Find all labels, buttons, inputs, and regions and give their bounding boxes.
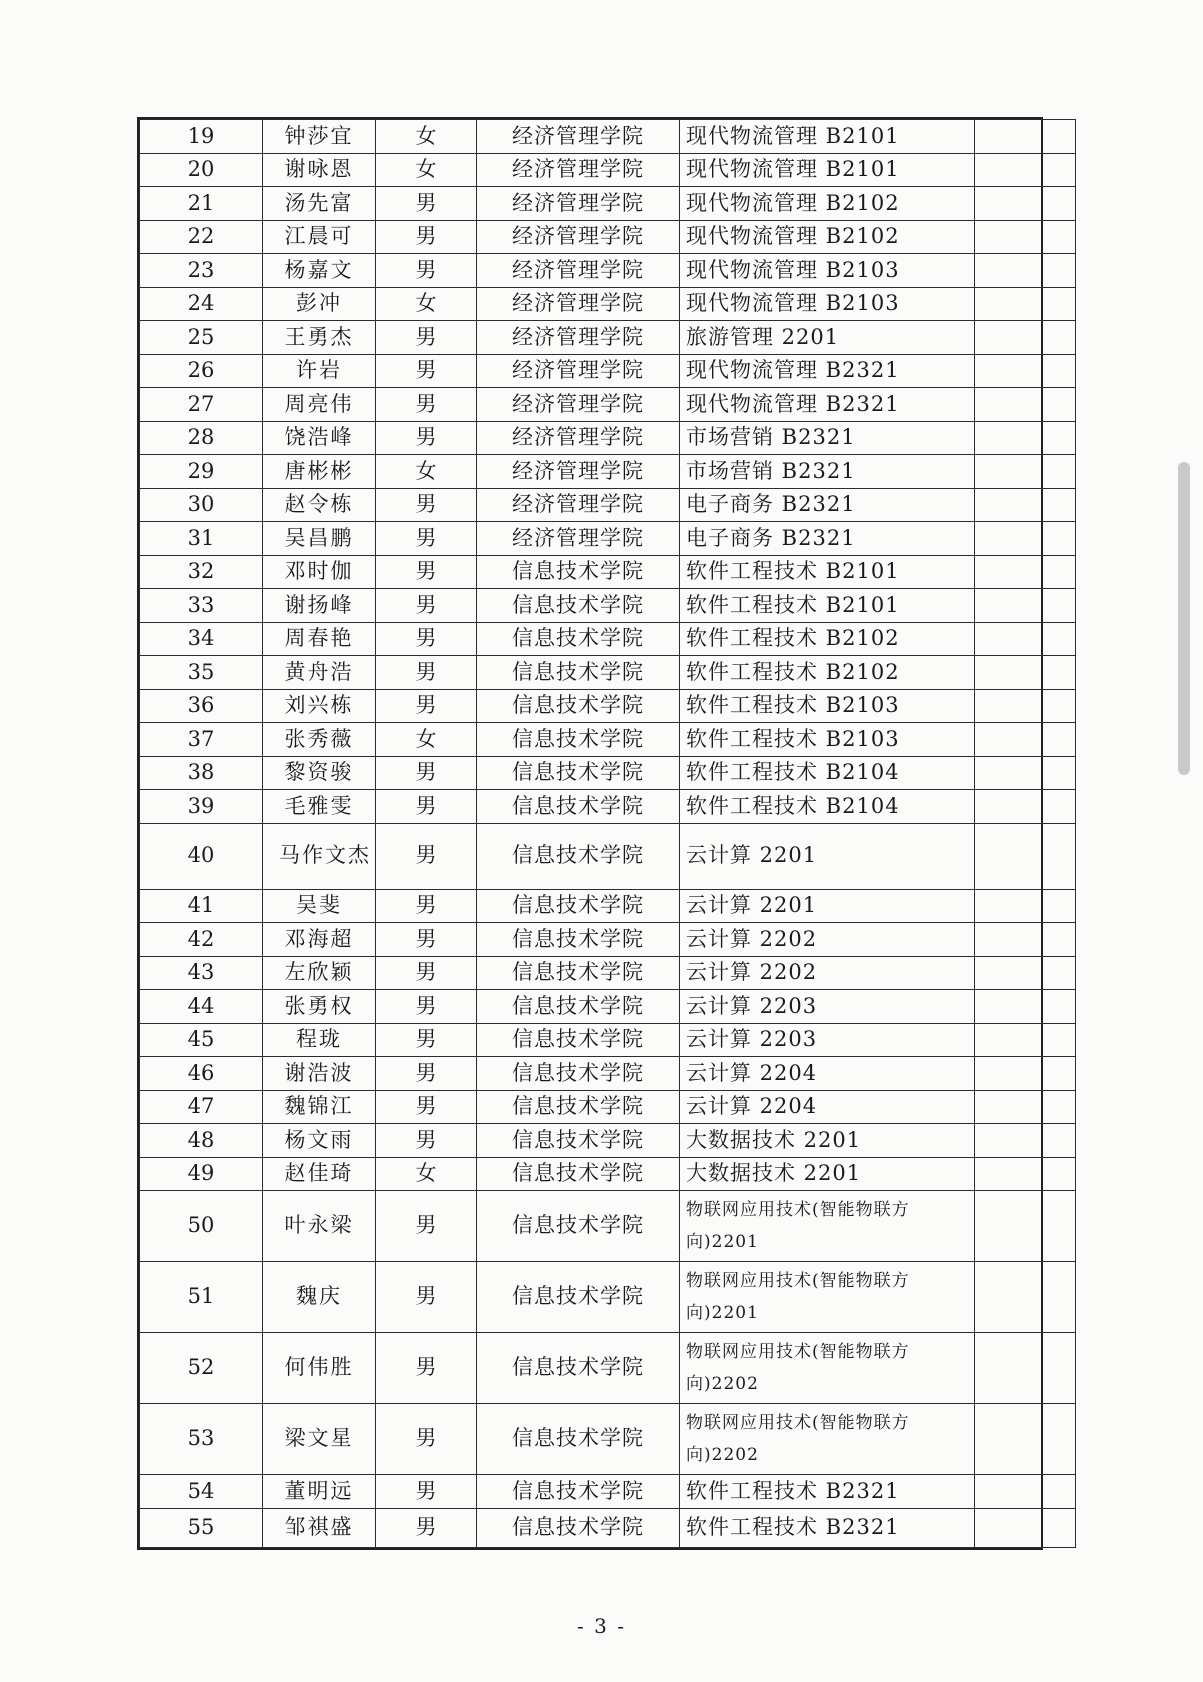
student-sex: 男 <box>376 689 477 723</box>
student-name: 汤先富 <box>263 187 376 221</box>
student-name: 钟莎宜 <box>263 120 376 154</box>
empty-cell <box>975 1157 1076 1191</box>
row-number: 50 <box>140 1191 263 1262</box>
student-major: 软件工程技术 B2101 <box>680 555 975 589</box>
table-row <box>140 488 1076 522</box>
student-college: 经济管理学院 <box>477 388 680 422</box>
table-row <box>140 956 1076 990</box>
student-major: 物联网应用技术(智能物联方向)2202 <box>680 1404 975 1475</box>
empty-cell <box>975 723 1076 757</box>
student-major: 软件工程技术 B2103 <box>680 723 975 757</box>
empty-cell <box>975 1262 1076 1333</box>
student-college: 经济管理学院 <box>477 220 680 254</box>
student-sex: 男 <box>376 555 477 589</box>
student-name: 杨文雨 <box>263 1124 376 1158</box>
student-college: 信息技术学院 <box>477 790 680 824</box>
student-name: 毛雅雯 <box>263 790 376 824</box>
student-college: 经济管理学院 <box>477 153 680 187</box>
student-major: 云计算 2201 <box>680 823 975 889</box>
roster-table <box>139 119 1076 1548</box>
student-college: 经济管理学院 <box>477 421 680 455</box>
student-sex: 男 <box>376 622 477 656</box>
row-number: 45 <box>140 1023 263 1057</box>
student-name: 刘兴栋 <box>263 689 376 723</box>
student-major: 物联网应用技术(智能物联方向)2201 <box>680 1191 975 1262</box>
student-college: 信息技术学院 <box>477 555 680 589</box>
row-number: 41 <box>140 889 263 923</box>
student-sex: 男 <box>376 1090 477 1124</box>
row-number: 22 <box>140 220 263 254</box>
student-major: 云计算 2203 <box>680 990 975 1024</box>
table-row <box>140 1090 1076 1124</box>
table-row <box>140 889 1076 923</box>
student-major: 市场营销 B2321 <box>680 421 975 455</box>
student-major: 现代物流管理 B2102 <box>680 220 975 254</box>
student-college: 经济管理学院 <box>477 187 680 221</box>
student-sex: 男 <box>376 522 477 556</box>
student-sex: 男 <box>376 1475 477 1509</box>
row-number: 43 <box>140 956 263 990</box>
student-college: 信息技术学院 <box>477 1333 680 1404</box>
student-name: 魏庆 <box>263 1262 376 1333</box>
empty-cell <box>975 220 1076 254</box>
row-number: 35 <box>140 656 263 690</box>
student-sex: 男 <box>376 354 477 388</box>
empty-cell <box>975 1404 1076 1475</box>
row-number: 29 <box>140 455 263 489</box>
student-sex: 男 <box>376 790 477 824</box>
student-name: 黄舟浩 <box>263 656 376 690</box>
table-row <box>140 555 1076 589</box>
student-sex: 男 <box>376 1023 477 1057</box>
table-row <box>140 1404 1076 1475</box>
student-name: 杨嘉文 <box>263 254 376 288</box>
student-name: 谢咏恩 <box>263 153 376 187</box>
row-number: 26 <box>140 354 263 388</box>
student-major: 软件工程技术 B2103 <box>680 689 975 723</box>
empty-cell <box>975 1124 1076 1158</box>
row-number: 21 <box>140 187 263 221</box>
row-number: 23 <box>140 254 263 288</box>
row-number: 40 <box>140 823 263 889</box>
student-major: 软件工程技术 B2101 <box>680 589 975 623</box>
empty-cell <box>975 923 1076 957</box>
student-major: 软件工程技术 B2102 <box>680 656 975 690</box>
empty-cell <box>975 823 1076 889</box>
student-sex: 女 <box>376 1157 477 1191</box>
empty-cell <box>975 287 1076 321</box>
row-number: 38 <box>140 756 263 790</box>
student-sex: 男 <box>376 1333 477 1404</box>
student-sex: 男 <box>376 187 477 221</box>
student-sex: 女 <box>376 287 477 321</box>
row-number: 31 <box>140 522 263 556</box>
empty-cell <box>975 956 1076 990</box>
student-college: 信息技术学院 <box>477 1508 680 1547</box>
student-college: 经济管理学院 <box>477 488 680 522</box>
table-row <box>140 689 1076 723</box>
table-row <box>140 990 1076 1024</box>
student-name: 王勇杰 <box>263 321 376 355</box>
student-name: 黎资骏 <box>263 756 376 790</box>
student-major: 物联网应用技术(智能物联方向)2201 <box>680 1262 975 1333</box>
empty-cell <box>975 187 1076 221</box>
student-name: 魏锦江 <box>263 1090 376 1124</box>
empty-cell <box>975 421 1076 455</box>
student-name: 周亮伟 <box>263 388 376 422</box>
student-sex: 男 <box>376 321 477 355</box>
student-name: 赵佳琦 <box>263 1157 376 1191</box>
student-sex: 男 <box>376 589 477 623</box>
table-row <box>140 723 1076 757</box>
table-row <box>140 1475 1076 1509</box>
student-major: 软件工程技术 B2321 <box>680 1508 975 1547</box>
table-row <box>140 1057 1076 1091</box>
student-college: 信息技术学院 <box>477 1404 680 1475</box>
student-college: 信息技术学院 <box>477 1124 680 1158</box>
student-sex: 男 <box>376 1057 477 1091</box>
student-sex: 男 <box>376 388 477 422</box>
student-major: 软件工程技术 B2102 <box>680 622 975 656</box>
table-row <box>140 220 1076 254</box>
row-number: 39 <box>140 790 263 824</box>
student-sex: 男 <box>376 488 477 522</box>
scrollbar[interactable] <box>1178 462 1190 775</box>
student-name: 许岩 <box>263 354 376 388</box>
student-major: 软件工程技术 B2104 <box>680 756 975 790</box>
row-number: 24 <box>140 287 263 321</box>
table-row <box>140 388 1076 422</box>
empty-cell <box>975 1475 1076 1509</box>
student-major: 现代物流管理 B2321 <box>680 354 975 388</box>
row-number: 48 <box>140 1124 263 1158</box>
empty-cell <box>975 689 1076 723</box>
student-college: 信息技术学院 <box>477 689 680 723</box>
student-major: 软件工程技术 B2321 <box>680 1475 975 1509</box>
student-college: 经济管理学院 <box>477 287 680 321</box>
row-number: 51 <box>140 1262 263 1333</box>
row-number: 53 <box>140 1404 263 1475</box>
student-name: 谢浩波 <box>263 1057 376 1091</box>
table-row <box>140 354 1076 388</box>
row-number: 42 <box>140 923 263 957</box>
empty-cell <box>975 622 1076 656</box>
student-college: 信息技术学院 <box>477 756 680 790</box>
student-name: 彭冲 <box>263 287 376 321</box>
table-row <box>140 923 1076 957</box>
student-sex: 男 <box>376 254 477 288</box>
student-sex: 女 <box>376 153 477 187</box>
student-sex: 男 <box>376 990 477 1024</box>
row-number: 19 <box>140 120 263 154</box>
student-college: 信息技术学院 <box>477 1157 680 1191</box>
student-major: 云计算 2201 <box>680 889 975 923</box>
student-sex: 男 <box>376 956 477 990</box>
student-sex: 男 <box>376 421 477 455</box>
table-row <box>140 1508 1076 1547</box>
student-major: 云计算 2202 <box>680 923 975 957</box>
student-name: 唐彬彬 <box>263 455 376 489</box>
student-name: 邹祺盛 <box>263 1508 376 1547</box>
student-college: 信息技术学院 <box>477 1057 680 1091</box>
empty-cell <box>975 321 1076 355</box>
empty-cell <box>975 1090 1076 1124</box>
empty-cell <box>975 1057 1076 1091</box>
student-name: 董明远 <box>263 1475 376 1509</box>
student-major: 物联网应用技术(智能物联方向)2202 <box>680 1333 975 1404</box>
student-college: 信息技术学院 <box>477 923 680 957</box>
student-college: 经济管理学院 <box>477 522 680 556</box>
student-name: 江晨可 <box>263 220 376 254</box>
table-row <box>140 1023 1076 1057</box>
empty-cell <box>975 656 1076 690</box>
student-college: 信息技术学院 <box>477 656 680 690</box>
empty-cell <box>975 120 1076 154</box>
student-major: 电子商务 B2321 <box>680 522 975 556</box>
student-college: 信息技术学院 <box>477 1191 680 1262</box>
student-major: 现代物流管理 B2101 <box>680 153 975 187</box>
table-row <box>140 790 1076 824</box>
table-row <box>140 153 1076 187</box>
student-name: 左欣颖 <box>263 956 376 990</box>
student-name: 梁文星 <box>263 1404 376 1475</box>
student-major: 云计算 2203 <box>680 1023 975 1057</box>
student-major: 大数据技术 2201 <box>680 1124 975 1158</box>
empty-cell <box>975 589 1076 623</box>
student-sex: 男 <box>376 656 477 690</box>
empty-cell <box>975 1333 1076 1404</box>
student-college: 信息技术学院 <box>477 1262 680 1333</box>
table-row <box>140 823 1076 889</box>
table-row <box>140 455 1076 489</box>
empty-cell <box>975 1023 1076 1057</box>
student-college: 信息技术学院 <box>477 823 680 889</box>
table-row <box>140 287 1076 321</box>
row-number: 49 <box>140 1157 263 1191</box>
student-college: 信息技术学院 <box>477 889 680 923</box>
student-name: 赵令栋 <box>263 488 376 522</box>
student-college: 经济管理学院 <box>477 321 680 355</box>
row-number: 55 <box>140 1508 263 1547</box>
student-major: 现代物流管理 B2103 <box>680 254 975 288</box>
student-sex: 男 <box>376 1124 477 1158</box>
student-major: 市场营销 B2321 <box>680 455 975 489</box>
student-college: 经济管理学院 <box>477 254 680 288</box>
student-college: 经济管理学院 <box>477 120 680 154</box>
student-major: 云计算 2204 <box>680 1057 975 1091</box>
table-row <box>140 254 1076 288</box>
empty-cell <box>975 388 1076 422</box>
row-number: 34 <box>140 622 263 656</box>
student-name: 饶浩峰 <box>263 421 376 455</box>
student-major: 电子商务 B2321 <box>680 488 975 522</box>
empty-cell <box>975 990 1076 1024</box>
student-major: 旅游管理 2201 <box>680 321 975 355</box>
page-number: - 3 - <box>577 1614 626 1638</box>
empty-cell <box>975 153 1076 187</box>
student-sex: 女 <box>376 455 477 489</box>
student-major: 现代物流管理 B2101 <box>680 120 975 154</box>
row-number: 44 <box>140 990 263 1024</box>
student-sex: 男 <box>376 1191 477 1262</box>
student-major: 软件工程技术 B2104 <box>680 790 975 824</box>
student-name: 谢扬峰 <box>263 589 376 623</box>
student-sex: 男 <box>376 823 477 889</box>
empty-cell <box>975 1191 1076 1262</box>
empty-cell <box>975 790 1076 824</box>
student-name: 吴斐 <box>263 889 376 923</box>
empty-cell <box>975 756 1076 790</box>
empty-cell <box>975 488 1076 522</box>
student-name: 吴昌鹏 <box>263 522 376 556</box>
student-major: 云计算 2202 <box>680 956 975 990</box>
student-college: 信息技术学院 <box>477 956 680 990</box>
student-major: 现代物流管理 B2321 <box>680 388 975 422</box>
student-major: 大数据技术 2201 <box>680 1157 975 1191</box>
student-college: 信息技术学院 <box>477 1023 680 1057</box>
student-major: 现代物流管理 B2103 <box>680 287 975 321</box>
empty-cell <box>975 555 1076 589</box>
table-row <box>140 1333 1076 1404</box>
row-number: 32 <box>140 555 263 589</box>
table-row <box>140 1157 1076 1191</box>
row-number: 52 <box>140 1333 263 1404</box>
student-name: 张勇权 <box>263 990 376 1024</box>
student-college: 经济管理学院 <box>477 455 680 489</box>
row-number: 37 <box>140 723 263 757</box>
student-college: 信息技术学院 <box>477 1475 680 1509</box>
row-number: 27 <box>140 388 263 422</box>
student-college: 信息技术学院 <box>477 622 680 656</box>
empty-cell <box>975 889 1076 923</box>
table-row <box>140 1191 1076 1262</box>
table-row <box>140 321 1076 355</box>
student-name: 程珑 <box>263 1023 376 1057</box>
student-college: 信息技术学院 <box>477 990 680 1024</box>
table-row <box>140 120 1076 154</box>
student-sex: 女 <box>376 723 477 757</box>
empty-cell <box>975 354 1076 388</box>
empty-cell <box>975 1508 1076 1547</box>
row-number: 20 <box>140 153 263 187</box>
student-college: 信息技术学院 <box>477 589 680 623</box>
student-name: 邓时伽 <box>263 555 376 589</box>
table-row <box>140 1262 1076 1333</box>
table-row <box>140 522 1076 556</box>
empty-cell <box>975 455 1076 489</box>
student-name: 叶永梁 <box>263 1191 376 1262</box>
roster-table-frame <box>137 117 1043 1550</box>
student-sex: 男 <box>376 889 477 923</box>
row-number: 25 <box>140 321 263 355</box>
empty-cell <box>975 254 1076 288</box>
table-row <box>140 187 1076 221</box>
table-row <box>140 421 1076 455</box>
row-number: 47 <box>140 1090 263 1124</box>
student-name: 张秀薇 <box>263 723 376 757</box>
row-number: 30 <box>140 488 263 522</box>
student-sex: 男 <box>376 923 477 957</box>
table-row <box>140 1124 1076 1158</box>
row-number: 54 <box>140 1475 263 1509</box>
student-name: 马作文杰 <box>263 823 376 889</box>
table-row <box>140 622 1076 656</box>
student-sex: 女 <box>376 120 477 154</box>
empty-cell <box>975 522 1076 556</box>
student-name: 周春艳 <box>263 622 376 656</box>
student-sex: 男 <box>376 220 477 254</box>
row-number: 36 <box>140 689 263 723</box>
row-number: 33 <box>140 589 263 623</box>
student-college: 信息技术学院 <box>477 723 680 757</box>
student-college: 信息技术学院 <box>477 1090 680 1124</box>
table-row <box>140 756 1076 790</box>
student-college: 经济管理学院 <box>477 354 680 388</box>
student-sex: 男 <box>376 1404 477 1475</box>
row-number: 28 <box>140 421 263 455</box>
student-major: 云计算 2204 <box>680 1090 975 1124</box>
row-number: 46 <box>140 1057 263 1091</box>
student-sex: 男 <box>376 756 477 790</box>
table-row <box>140 656 1076 690</box>
student-major: 现代物流管理 B2102 <box>680 187 975 221</box>
student-name: 何伟胜 <box>263 1333 376 1404</box>
student-sex: 男 <box>376 1508 477 1547</box>
student-sex: 男 <box>376 1262 477 1333</box>
table-row <box>140 589 1076 623</box>
student-name: 邓海超 <box>263 923 376 957</box>
